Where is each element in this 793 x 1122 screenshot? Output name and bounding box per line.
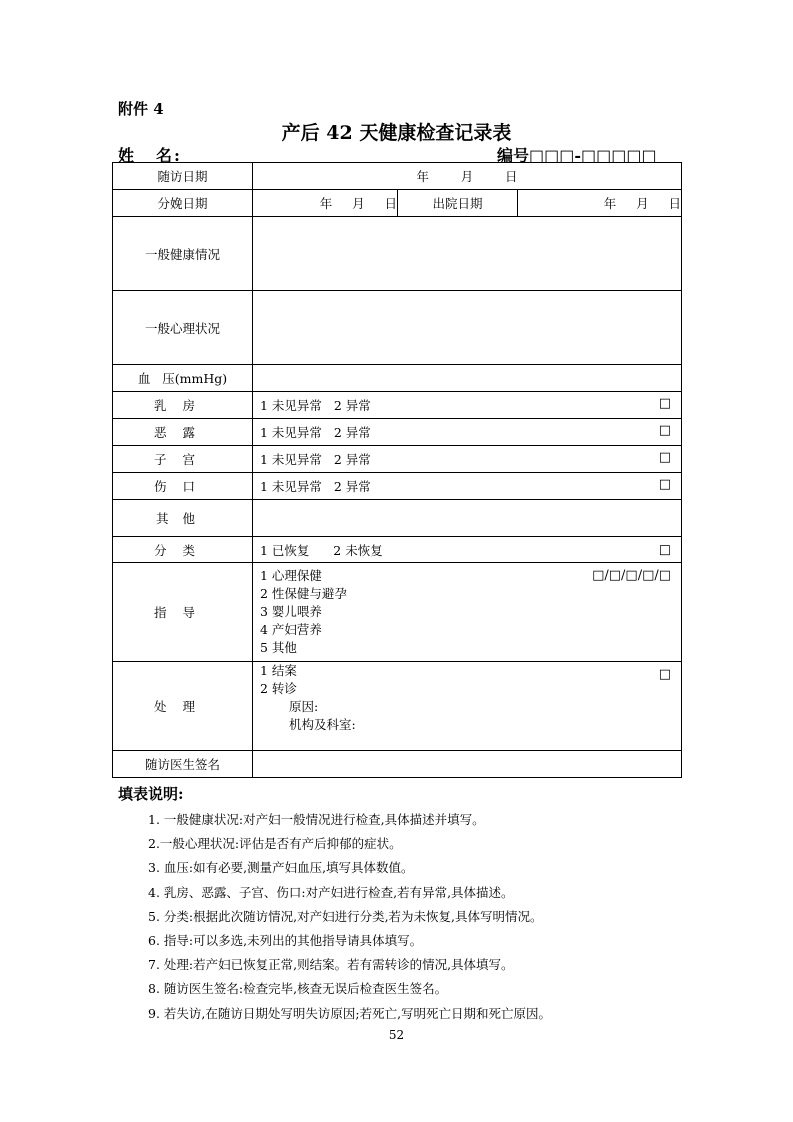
delivery-date-field[interactable]: 年 月 日	[253, 190, 398, 217]
handling-item: 1 结案	[260, 663, 297, 678]
instructions-heading: 填表说明:	[118, 785, 184, 803]
instruction-item: 8. 随访医生签名:检查完毕,核查无误后检查医生签名。	[148, 981, 448, 997]
instruction-item: 3. 血压:如有必要,测量产妇血压,填写具体数值。	[148, 860, 414, 876]
wound-options: 1 未见异常 2 异常	[260, 479, 371, 494]
checkup-form-table	[112, 162, 682, 778]
uterus-checkbox[interactable]: □	[658, 450, 672, 465]
row-breast	[113, 392, 682, 419]
lochia-label: 恶露	[113, 419, 253, 446]
guidance-item: 5 其他	[260, 640, 297, 655]
classification-label: 分类	[113, 537, 253, 563]
doctor-signature-label: 随访医生签名	[113, 751, 253, 778]
row-general-health	[113, 217, 682, 291]
row-handling	[113, 662, 682, 751]
other-field[interactable]	[253, 500, 682, 537]
guidance-item: 2 性保健与避孕	[260, 586, 347, 601]
guidance-checkboxes[interactable]: □/□/□/□/□	[592, 568, 672, 583]
row-visit-date	[113, 163, 682, 190]
row-lochia	[113, 419, 682, 446]
uterus-label: 子宫	[113, 446, 253, 473]
attachment-label: 附件 4	[118, 100, 164, 118]
instruction-item: 2.一般心理状况:评估是否有产后抑郁的症状。	[148, 836, 402, 852]
handling-field	[253, 662, 682, 751]
serial-number: 编号□□□-□□□□□	[497, 146, 657, 165]
row-wound	[113, 473, 682, 500]
classification-field	[253, 537, 682, 563]
guidance-item: 4 产妇营养	[260, 622, 322, 637]
page-number: 52	[388, 1028, 405, 1042]
breast-options: 1 未见异常 2 异常	[260, 398, 371, 413]
row-doctor-signature	[113, 751, 682, 778]
wound-label: 伤口	[113, 473, 253, 500]
instruction-item: 7. 处理:若产妇已恢复正常,则结案。若有需转诊的情况,具体填写。	[148, 957, 514, 973]
row-classification	[113, 537, 682, 563]
general-mental-field[interactable]	[253, 291, 682, 365]
breast-label: 乳房	[113, 392, 253, 419]
uterus-options: 1 未见异常 2 异常	[260, 452, 371, 467]
referral-institution-label: 机构及科室:	[289, 717, 356, 732]
row-uterus	[113, 446, 682, 473]
row-delivery-date	[113, 190, 682, 217]
page-title: 产后 42 天健康检查记录表	[281, 122, 512, 144]
blood-pressure-label: 血 压(mmHg)	[113, 365, 253, 392]
wound-checkbox[interactable]: □	[658, 477, 672, 492]
instruction-item: 6. 指导:可以多选,未列出的其他指导请具体填写。	[148, 933, 423, 949]
row-guidance	[113, 563, 682, 662]
doctor-signature-field[interactable]	[253, 751, 682, 778]
instruction-item: 1. 一般健康状况:对产妇一般情况进行检查,具体描述并填写。	[148, 812, 485, 827]
handling-checkbox[interactable]: □	[658, 667, 672, 682]
discharge-date-field[interactable]: 年 月 日	[518, 190, 682, 217]
guidance-field	[253, 563, 682, 662]
delivery-date-label: 分娩日期	[113, 190, 253, 217]
general-health-label: 一般健康情况	[113, 217, 253, 291]
row-other	[113, 500, 682, 537]
lochia-checkbox[interactable]: □	[658, 423, 672, 438]
row-general-mental	[113, 291, 682, 365]
instructions-list	[148, 808, 551, 1026]
handling-label: 处理	[113, 662, 253, 751]
referral-reason-label: 原因:	[289, 699, 319, 714]
instruction-item: 4. 乳房、恶露、子宫、伤口:对产妇进行检查,若有异常,具体描述。	[148, 884, 514, 900]
general-health-field[interactable]	[253, 217, 682, 291]
row-blood-pressure	[113, 365, 682, 392]
other-label: 其他	[113, 500, 253, 537]
instruction-item: 9. 若失访,在随访日期处写明失访原因;若死亡,写明死亡日期和死亡原因。	[148, 1005, 552, 1021]
blood-pressure-field[interactable]	[253, 365, 682, 392]
lochia-options: 1 未见异常 2 异常	[260, 425, 371, 440]
general-mental-label: 一般心理状况	[113, 291, 253, 365]
lochia-field	[253, 419, 682, 446]
visit-date-field[interactable]: 年 月 日	[253, 163, 682, 190]
classification-options: 1 已恢复 2 未恢复	[260, 542, 383, 558]
classification-checkbox[interactable]: □	[658, 542, 672, 557]
instruction-item: 5. 分类:根据此次随访情况,对产妇进行分类,若为未恢复,具体写明情况。	[148, 908, 543, 924]
guidance-label: 指导	[113, 563, 253, 662]
guidance-item: 3 婴儿喂养	[260, 604, 322, 619]
visit-date-label: 随访日期	[113, 163, 253, 190]
name-label-part-1: 姓	[118, 146, 137, 165]
guidance-item: 1 心理保健	[260, 568, 322, 583]
wound-field	[253, 473, 682, 500]
breast-field	[253, 392, 682, 419]
name-label-part-2: 名:	[156, 146, 182, 165]
uterus-field	[253, 446, 682, 473]
handling-item: 2 转诊	[260, 681, 297, 696]
breast-checkbox[interactable]: □	[658, 396, 672, 411]
discharge-date-label: 出院日期	[398, 190, 518, 217]
